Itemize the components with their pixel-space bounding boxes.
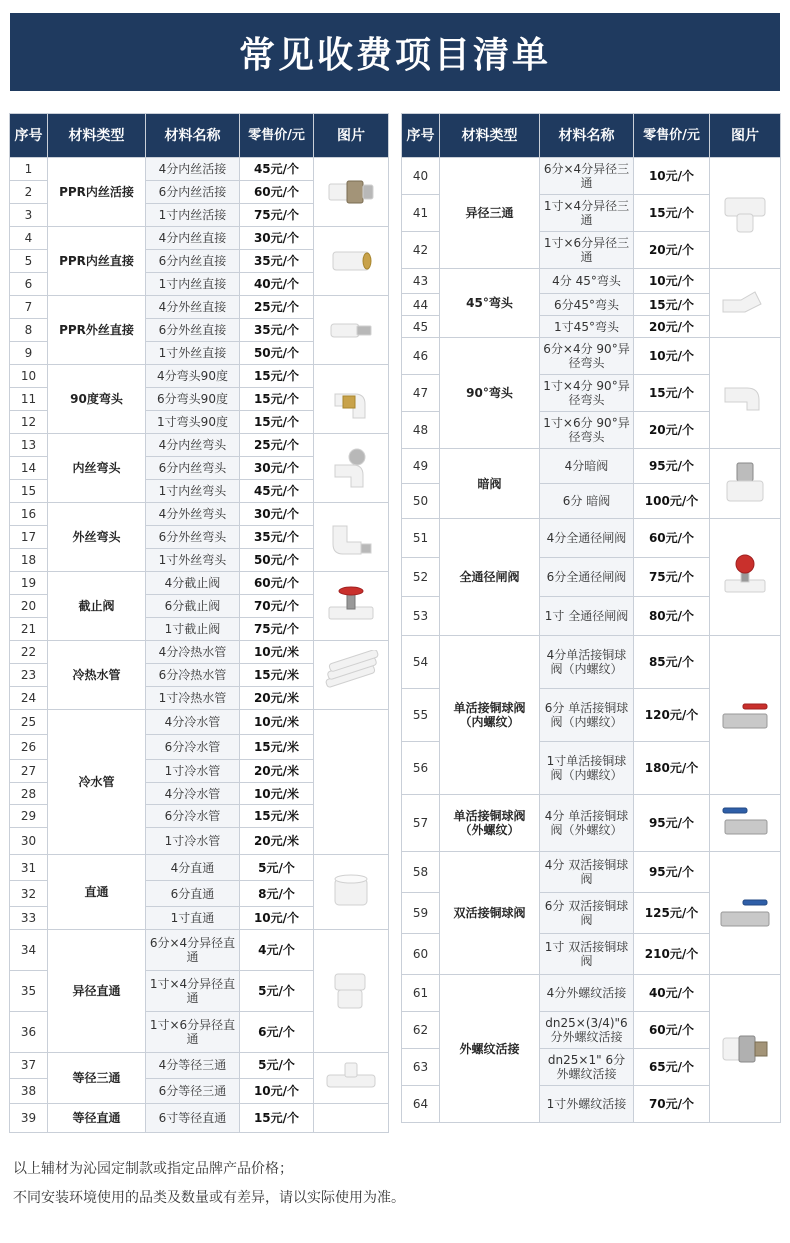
table-row (10, 572, 389, 595)
cell-price: 10元/个 (634, 338, 710, 375)
cell-image (314, 1053, 389, 1104)
cell-name: 4分冷水管 (146, 710, 240, 735)
cell-price: 10元/个 (240, 1078, 314, 1104)
cell-price: 10元/米 (240, 710, 314, 735)
cell-no: 14 (10, 457, 48, 480)
table-row (10, 855, 389, 881)
cell-no: 57 (402, 795, 440, 852)
cell-name: 6寸等径直通 (146, 1104, 240, 1133)
cell-no: 59 (402, 893, 440, 934)
table-row (10, 1053, 389, 1079)
table-row (10, 1104, 389, 1133)
cell-price: 35元/个 (240, 319, 314, 342)
cell-price: 5元/个 (240, 855, 314, 881)
cell-no: 26 (10, 735, 48, 760)
cell-type: 异径三通 (440, 158, 540, 269)
cell-price: 180元/个 (634, 742, 710, 795)
cell-type: 异径直通 (48, 930, 146, 1053)
elbow-90-icon (321, 374, 381, 424)
cell-price: 8元/个 (240, 881, 314, 907)
cell-no: 43 (402, 269, 440, 294)
cell-name: 1寸×6分 90°异径弯头 (540, 412, 634, 449)
cell-no: 52 (402, 558, 440, 597)
union-fitting-icon (321, 167, 381, 217)
cell-price: 65元/个 (634, 1049, 710, 1086)
cell-name: dn25×(3/4)"6分外螺纹活接 (540, 1012, 634, 1049)
cell-type: 冷水管 (48, 710, 146, 855)
male-elbow-icon (321, 512, 381, 562)
cell-image (710, 158, 781, 269)
table-row (10, 710, 389, 735)
cell-price: 10元/个 (240, 907, 314, 930)
cell-no: 1 (10, 158, 48, 181)
cell-name: 1寸外丝弯头 (146, 549, 240, 572)
cell-name: 4分冷热水管 (146, 641, 240, 664)
reducing-elbow-icon (715, 368, 775, 418)
table-header-row (10, 114, 389, 158)
cell-image (314, 365, 389, 434)
cell-name: 6分 双活接铜球阀 (540, 893, 634, 934)
cell-name: 4分弯头90度 (146, 365, 240, 388)
header-name: 材料名称 (540, 114, 634, 158)
cell-no: 9 (10, 342, 48, 365)
cell-no: 40 (402, 158, 440, 195)
cell-price: 15元/个 (240, 365, 314, 388)
page-title: 常见收费项目清单 (238, 34, 551, 76)
cell-price: 50元/个 (240, 342, 314, 365)
cell-price: 15元/米 (240, 805, 314, 828)
ball-valve-red-icon (715, 690, 775, 740)
table-header-row (402, 114, 781, 158)
cell-name: 6分直通 (146, 881, 240, 907)
cell-name: 1寸内丝直接 (146, 273, 240, 296)
cell-price: 20元/米 (240, 828, 314, 855)
table-row (402, 852, 781, 893)
cell-no: 8 (10, 319, 48, 342)
cell-image (314, 158, 389, 227)
cell-name: 1寸弯头90度 (146, 411, 240, 434)
cell-no: 32 (10, 881, 48, 907)
cell-no: 39 (10, 1104, 48, 1133)
cell-no: 6 (10, 273, 48, 296)
header-price: 零售价/元 (634, 114, 710, 158)
cell-type: 等径三通 (48, 1053, 146, 1104)
header-no: 序号 (402, 114, 440, 158)
header-name: 材料名称 (146, 114, 240, 158)
cell-no: 46 (402, 338, 440, 375)
cell-type: PPR内丝活接 (48, 158, 146, 227)
cell-price: 70元/个 (240, 595, 314, 618)
cell-name: 4分暗阀 (540, 449, 634, 484)
cell-price: 35元/个 (240, 526, 314, 549)
cell-no: 20 (10, 595, 48, 618)
cell-no: 49 (402, 449, 440, 484)
cell-no: 53 (402, 597, 440, 636)
cell-type: PPR外丝直接 (48, 296, 146, 365)
cell-no: 18 (10, 549, 48, 572)
cell-name: 4分冷水管 (146, 783, 240, 805)
pipe-icon (321, 650, 381, 700)
cell-name: 6分冷水管 (146, 735, 240, 760)
cell-price: 10元/个 (634, 269, 710, 294)
cell-price: 75元/个 (634, 558, 710, 597)
cell-image (314, 503, 389, 572)
cell-name: 6分冷水管 (146, 805, 240, 828)
cell-price: 35元/个 (240, 250, 314, 273)
cell-name: 6分 暗阀 (540, 484, 634, 519)
cell-type: 内丝弯头 (48, 434, 146, 503)
cell-name: 6分等径三通 (146, 1078, 240, 1104)
price-table-left (9, 113, 389, 1133)
cell-name: 1寸×6分异径三通 (540, 232, 634, 269)
cell-image (710, 852, 781, 975)
table-row (10, 434, 389, 457)
cell-name: 1寸 全通径闸阀 (540, 597, 634, 636)
cell-name: 4分外螺纹活接 (540, 975, 634, 1012)
table-row (10, 296, 389, 319)
cell-price: 10元/个 (634, 158, 710, 195)
header-price: 零售价/元 (240, 114, 314, 158)
table-row (402, 975, 781, 1012)
cell-no: 13 (10, 434, 48, 457)
cell-no: 17 (10, 526, 48, 549)
cell-price: 40元/个 (240, 273, 314, 296)
cell-name: 1寸单活接铜球阀（内螺纹） (540, 742, 634, 795)
cell-price: 125元/个 (634, 893, 710, 934)
cell-no: 55 (402, 689, 440, 742)
cell-image (314, 1104, 389, 1133)
cell-no: 54 (402, 636, 440, 689)
cell-price: 4元/个 (240, 930, 314, 971)
cell-no: 12 (10, 411, 48, 434)
table-row (10, 503, 389, 526)
footnote-1: 以上辅材为沁园定制款或指定品牌产品价格； (13, 1161, 293, 1177)
cell-no: 5 (10, 250, 48, 273)
cell-price: 15元/米 (240, 664, 314, 687)
cell-image (710, 636, 781, 795)
cell-name: 6分冷热水管 (146, 664, 240, 687)
cell-no: 64 (402, 1086, 440, 1123)
cell-price: 120元/个 (634, 689, 710, 742)
cell-image (314, 930, 389, 1053)
cell-price: 45元/个 (240, 480, 314, 503)
cell-no: 51 (402, 519, 440, 558)
cell-price: 20元/米 (240, 760, 314, 783)
cell-type: 外螺纹活接 (440, 975, 540, 1123)
equal-tee-icon (321, 1053, 381, 1103)
cell-name: 6分45°弯头 (540, 294, 634, 316)
cell-price: 15元/个 (240, 411, 314, 434)
cell-no: 47 (402, 375, 440, 412)
cell-price: 95元/个 (634, 795, 710, 852)
cell-image (710, 975, 781, 1123)
cell-no: 10 (10, 365, 48, 388)
cell-no: 45 (402, 316, 440, 338)
cell-no: 44 (402, 294, 440, 316)
cell-type: 90度弯头 (48, 365, 146, 434)
cell-name: 1寸内丝弯头 (146, 480, 240, 503)
cell-no: 3 (10, 204, 48, 227)
table-row (402, 449, 781, 484)
cell-price: 5元/个 (240, 1053, 314, 1079)
cell-name: 6分内丝活接 (146, 181, 240, 204)
cell-name: 4分外丝弯头 (146, 503, 240, 526)
cell-no: 38 (10, 1078, 48, 1104)
cell-price: 30元/个 (240, 227, 314, 250)
cell-no: 21 (10, 618, 48, 641)
cell-no: 33 (10, 907, 48, 930)
cell-image (314, 710, 389, 855)
cell-price: 70元/个 (634, 1086, 710, 1123)
cell-price: 15元/个 (634, 375, 710, 412)
cell-no: 58 (402, 852, 440, 893)
cell-no: 27 (10, 760, 48, 783)
cell-price: 45元/个 (240, 158, 314, 181)
header-type: 材料类型 (48, 114, 146, 158)
cell-no: 7 (10, 296, 48, 319)
header-type: 材料类型 (440, 114, 540, 158)
cell-image (710, 338, 781, 449)
cell-type: 截止阀 (48, 572, 146, 641)
cell-name: 4分截止阀 (146, 572, 240, 595)
cell-name: 4分外丝直接 (146, 296, 240, 319)
cell-type: 单活接铜球阀（外螺纹） (440, 795, 540, 852)
cell-price: 75元/个 (240, 618, 314, 641)
cell-price: 210元/个 (634, 934, 710, 975)
cell-image (314, 855, 389, 930)
cell-price: 30元/个 (240, 503, 314, 526)
cell-name: 1寸截止阀 (146, 618, 240, 641)
cell-name: 4分 45°弯头 (540, 269, 634, 294)
table-row (10, 227, 389, 250)
cell-name: 1寸冷热水管 (146, 687, 240, 710)
cell-no: 23 (10, 664, 48, 687)
female-elbow-icon (321, 443, 381, 493)
cell-name: 4分直通 (146, 855, 240, 881)
cell-price: 15元/个 (240, 388, 314, 411)
cell-name: 6分全通径闸阀 (540, 558, 634, 597)
cell-no: 48 (402, 412, 440, 449)
cell-name: 1寸内丝活接 (146, 204, 240, 227)
cell-price: 85元/个 (634, 636, 710, 689)
cell-no: 41 (402, 195, 440, 232)
cell-image (314, 227, 389, 296)
header-image: 图片 (314, 114, 389, 158)
cell-price: 60元/个 (634, 1012, 710, 1049)
cell-name: 1寸×4分异径直通 (146, 971, 240, 1012)
cell-no: 15 (10, 480, 48, 503)
cell-no: 24 (10, 687, 48, 710)
cell-price: 10元/米 (240, 783, 314, 805)
cell-no: 29 (10, 805, 48, 828)
cell-name: 4分 双活接铜球阀 (540, 852, 634, 893)
cell-name: 6分截止阀 (146, 595, 240, 618)
cell-price: 95元/个 (634, 852, 710, 893)
cell-no: 4 (10, 227, 48, 250)
cell-price: 25元/个 (240, 296, 314, 319)
cell-image (710, 519, 781, 636)
male-straight-coupling-icon (321, 305, 381, 355)
cell-type: 90°弯头 (440, 338, 540, 449)
cell-no: 31 (10, 855, 48, 881)
table-row (402, 269, 781, 294)
cell-name: 1寸直通 (146, 907, 240, 930)
cell-name: 1寸外螺纹活接 (540, 1086, 634, 1123)
footnote-2: 不同安装环境使用的品类及数量或有差异，请以实际使用为准。 (13, 1190, 405, 1206)
cell-image (314, 296, 389, 365)
cell-price: 50元/个 (240, 549, 314, 572)
straight-coupling-icon (321, 867, 381, 917)
cell-image (710, 269, 781, 338)
cell-name: 6分×4分异径三通 (540, 158, 634, 195)
cell-name: 6分 单活接铜球阀（内螺纹） (540, 689, 634, 742)
cell-name: 4分内丝直接 (146, 227, 240, 250)
cell-name: dn25×1" 6分外螺纹活接 (540, 1049, 634, 1086)
cell-name: 6分外丝直接 (146, 319, 240, 342)
cell-price: 20元/个 (634, 412, 710, 449)
cell-price: 60元/个 (240, 181, 314, 204)
female-straight-coupling-icon (321, 236, 381, 286)
cell-price: 10元/米 (240, 641, 314, 664)
cell-no: 36 (10, 1012, 48, 1053)
cell-price: 40元/个 (634, 975, 710, 1012)
cell-name: 4分 单活接铜球阀（外螺纹） (540, 795, 634, 852)
cell-name: 6分内丝直接 (146, 250, 240, 273)
header-image: 图片 (710, 114, 781, 158)
stop-valve-icon (321, 581, 381, 631)
elbow-45-icon (715, 278, 775, 328)
male-union-icon (715, 1024, 775, 1074)
cell-no: 30 (10, 828, 48, 855)
cell-no: 56 (402, 742, 440, 795)
cell-price: 6元/个 (240, 1012, 314, 1053)
header-no: 序号 (10, 114, 48, 158)
cell-name: 4分内丝活接 (146, 158, 240, 181)
cell-no: 50 (402, 484, 440, 519)
cell-no: 2 (10, 181, 48, 204)
cell-price: 60元/个 (240, 572, 314, 595)
table-row (10, 930, 389, 971)
cell-name: 6分外丝弯头 (146, 526, 240, 549)
table-row (10, 158, 389, 181)
cell-price: 80元/个 (634, 597, 710, 636)
cell-no: 62 (402, 1012, 440, 1049)
cell-name: 1寸×6分异径直通 (146, 1012, 240, 1053)
table-row (402, 636, 781, 689)
cell-no: 35 (10, 971, 48, 1012)
cell-name: 1寸冷水管 (146, 828, 240, 855)
concealed-valve-icon (715, 459, 775, 509)
cell-no: 19 (10, 572, 48, 595)
cell-type: 暗阀 (440, 449, 540, 519)
cell-type: 直通 (48, 855, 146, 930)
cell-name: 6分弯头90度 (146, 388, 240, 411)
cell-name: 6分内丝弯头 (146, 457, 240, 480)
cell-image (710, 449, 781, 519)
cell-image (314, 434, 389, 503)
reducing-coupling-icon (321, 966, 381, 1016)
table-row (402, 338, 781, 375)
cell-type: 冷热水管 (48, 641, 146, 710)
price-table-right (401, 113, 781, 1123)
cell-price: 15元/个 (240, 1104, 314, 1133)
cell-no: 34 (10, 930, 48, 971)
cell-type: 双活接铜球阀 (440, 852, 540, 975)
table-row (10, 641, 389, 664)
cell-price: 20元/个 (634, 316, 710, 338)
cell-no: 28 (10, 783, 48, 805)
table-row (402, 519, 781, 558)
page-title-banner (10, 13, 780, 91)
cell-name: 6分×4分 90°异径弯头 (540, 338, 634, 375)
cell-no: 61 (402, 975, 440, 1012)
reducing-tee-icon (715, 188, 775, 238)
cell-name: 4分全通径闸阀 (540, 519, 634, 558)
cell-image (314, 572, 389, 641)
cell-name: 4分单活接铜球阀（内螺纹） (540, 636, 634, 689)
cell-name: 4分内丝弯头 (146, 434, 240, 457)
cell-type: 全通径闸阀 (440, 519, 540, 636)
cell-no: 25 (10, 710, 48, 735)
cell-name: 1寸 双活接铜球阀 (540, 934, 634, 975)
cell-price: 20元/个 (634, 232, 710, 269)
cell-price: 5元/个 (240, 971, 314, 1012)
cell-no: 63 (402, 1049, 440, 1086)
cell-name: 1寸外丝直接 (146, 342, 240, 365)
cell-price: 20元/米 (240, 687, 314, 710)
cell-type: 45°弯头 (440, 269, 540, 338)
cell-image (314, 641, 389, 710)
cell-type: 外丝弯头 (48, 503, 146, 572)
cell-no: 42 (402, 232, 440, 269)
cell-type: 等径直通 (48, 1104, 146, 1133)
cell-name: 1寸×4分异径三通 (540, 195, 634, 232)
cell-price: 25元/个 (240, 434, 314, 457)
cell-price: 15元/个 (634, 195, 710, 232)
cell-name: 1寸45°弯头 (540, 316, 634, 338)
gate-valve-icon (715, 552, 775, 602)
table-row (10, 365, 389, 388)
cell-no: 37 (10, 1053, 48, 1079)
cell-price: 95元/个 (634, 449, 710, 484)
cell-type: PPR内丝直接 (48, 227, 146, 296)
cell-price: 15元/米 (240, 735, 314, 760)
cell-price: 30元/个 (240, 457, 314, 480)
cell-price: 60元/个 (634, 519, 710, 558)
cell-no: 16 (10, 503, 48, 526)
cell-name: 6分×4分异径直通 (146, 930, 240, 971)
cell-no: 11 (10, 388, 48, 411)
cell-price: 15元/个 (634, 294, 710, 316)
cell-no: 22 (10, 641, 48, 664)
cell-type: 单活接铜球阀（内螺纹） (440, 636, 540, 795)
table-row (402, 795, 781, 852)
cell-no: 60 (402, 934, 440, 975)
ball-valve-blue-icon (715, 798, 775, 848)
cell-name: 4分等径三通 (146, 1053, 240, 1079)
cell-image (710, 795, 781, 852)
cell-name: 1寸冷水管 (146, 760, 240, 783)
cell-price: 100元/个 (634, 484, 710, 519)
table-row (402, 158, 781, 195)
cell-price: 75元/个 (240, 204, 314, 227)
cell-name: 1寸×4分 90°异径弯头 (540, 375, 634, 412)
double-union-ball-valve-icon (715, 888, 775, 938)
